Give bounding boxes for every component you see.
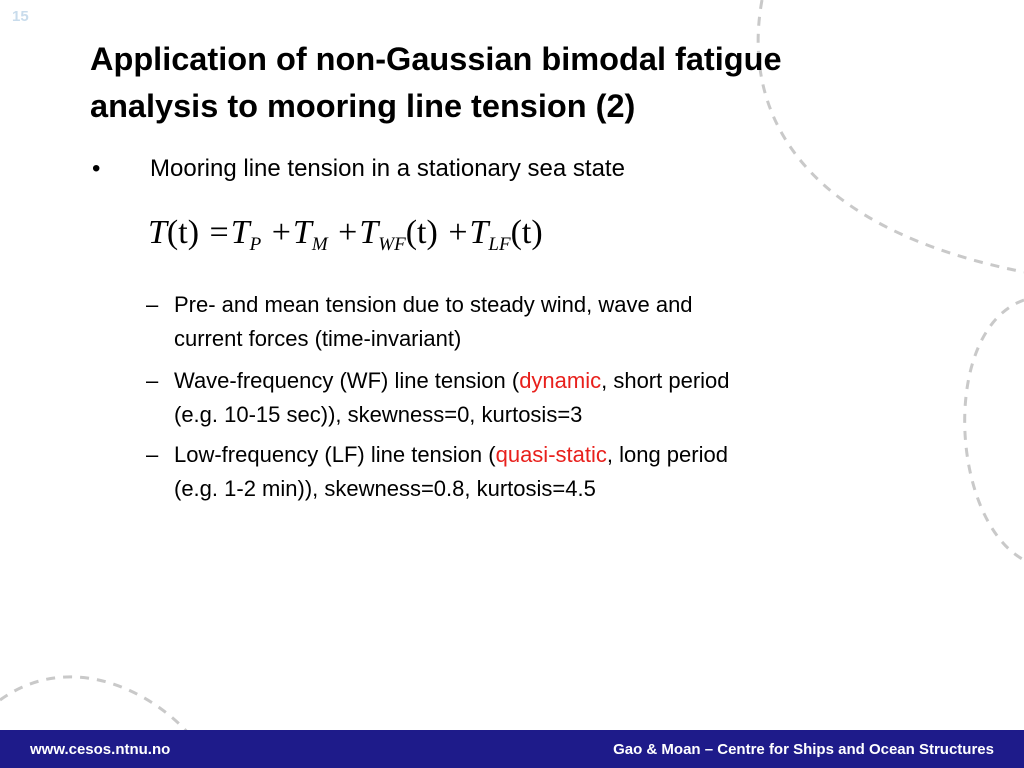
footer-bar (0, 730, 1024, 768)
sub-item-line1: Low-frequency (LF) line tension ( (174, 442, 496, 467)
sub-item-dash: – (146, 442, 159, 467)
sub-item-wave-frequency (146, 364, 916, 432)
slide-number: 15 (12, 8, 29, 25)
eq-term-lf-sub: LF (488, 234, 511, 255)
quasi-static-highlight: quasi-static (495, 442, 607, 467)
sub-item-low-frequency (146, 438, 916, 506)
sub-item-line1-end: , long period (606, 442, 728, 467)
eq-term-mean-sub: M (311, 234, 328, 255)
sub-item-line2: (e.g. 1-2 min)), skewness=0.8, kurtosis=4.5 (174, 476, 596, 501)
eq-term-lf-symbol: T (469, 214, 489, 251)
eq-plus-2: + (338, 214, 358, 251)
sub-item-line1-end: , short period (601, 368, 730, 393)
eq-plus-1: + (271, 214, 291, 251)
eq-term-pre-symbol: T (230, 214, 250, 251)
dynamic-highlight: dynamic (519, 368, 602, 393)
sub-item-text (174, 438, 916, 506)
eq-plus-3: + (448, 214, 468, 251)
sub-item-pre-mean-tension (146, 288, 916, 356)
decor-curve-right (965, 300, 1024, 560)
footer-url: www.cesos.ntnu.no (30, 741, 171, 758)
sub-item-text (174, 288, 916, 356)
tension-equation (148, 214, 543, 255)
sub-item-dash: – (146, 368, 159, 393)
sub-item-line1: Wave-frequency (WF) line tension ( (174, 368, 520, 393)
slide-title (90, 36, 990, 130)
eq-term-wf-symbol: T (359, 214, 379, 251)
bullet-marker: • (92, 155, 101, 182)
eq-equals: = (209, 214, 229, 251)
eq-term-pre-sub: P (249, 234, 262, 255)
eq-lhs-symbol: T (148, 214, 167, 251)
eq-term-mean-symbol: T (292, 214, 312, 251)
title-line-1: Application of non-Gaussian bimodal fatigue (90, 41, 782, 77)
sub-item-line2: current forces (time-invariant) (174, 326, 462, 351)
sub-item-dash: – (146, 292, 159, 317)
eq-lhs-arg: (t) (166, 214, 200, 251)
bullet-text: Mooring line tension in a stationary sea state (150, 155, 625, 182)
sub-item-line1: Pre- and mean tension due to steady wind, wave and (174, 292, 693, 317)
footer-credit: Gao & Moan – Centre for Ships and Ocean Structures (613, 741, 994, 758)
sub-item-text (174, 364, 916, 432)
eq-term-wf-arg: (t) (405, 214, 438, 251)
sub-item-line2: (e.g. 10-15 sec)), skewness=0, kurtosis=3 (174, 402, 583, 427)
eq-term-wf-sub: WF (378, 234, 406, 255)
eq-term-lf-arg: (t) (510, 214, 543, 251)
title-line-2: analysis to mooring line tension (2) (90, 88, 636, 124)
decor-curve-bottom (0, 677, 190, 735)
